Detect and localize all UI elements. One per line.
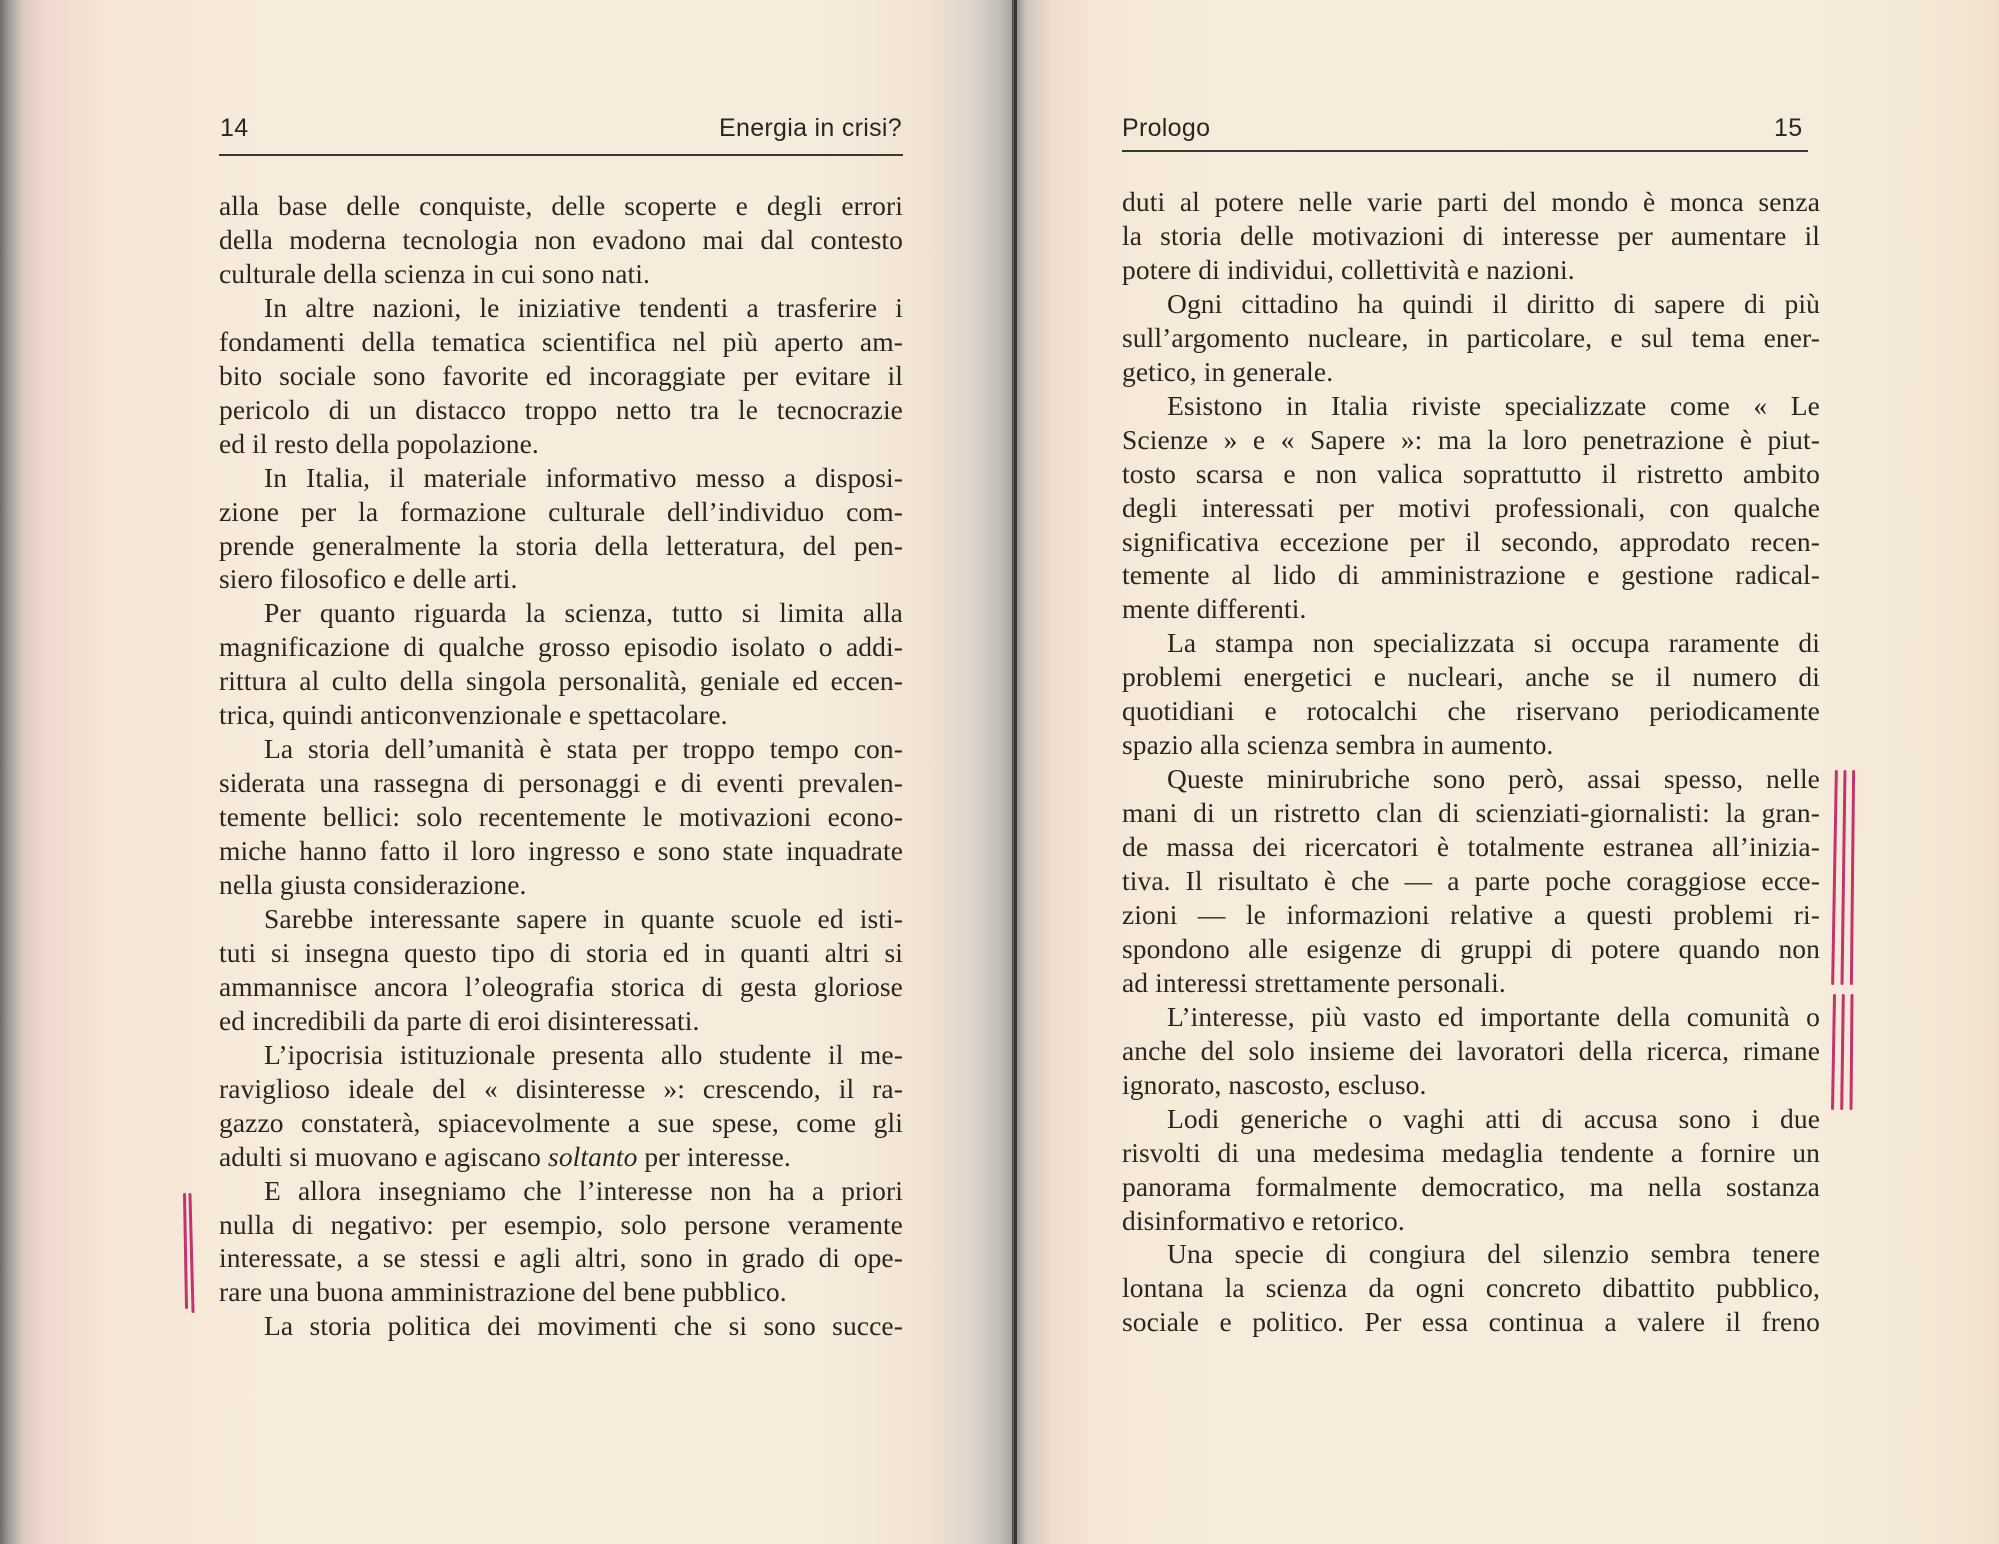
- text-line: Scienze » e « Sapere »: ma la loro penetrazione è piut-: [1122, 423, 1820, 455]
- text-line: della moderna tecnologia non evadono mai dal contesto: [219, 223, 903, 255]
- text-line: L’ipocrisia istituzionale presenta allo studente il me-: [264, 1038, 903, 1070]
- running-title-right: Prologo: [1122, 114, 1211, 142]
- margin-mark-stroke: [1831, 770, 1838, 985]
- book-spine: [1014, 0, 1017, 1544]
- text-line: prende generalmente la storia della letteratura, del pen-: [219, 529, 903, 561]
- text-line: rare una buona amministrazione del bene pubblico.: [219, 1276, 787, 1308]
- text-line: E allora insegniamo che l’interesse non ha a priori: [264, 1174, 903, 1206]
- text-line: sociale e politico. Per essa continua a valere il freno: [1122, 1306, 1820, 1338]
- text-line: culturale della scienza in cui sono nati.: [219, 257, 650, 289]
- text-line: L’interesse, più vasto ed importante della comunità o: [1167, 1000, 1820, 1032]
- text-line: zione per la formazione culturale dell’individuo com-: [219, 495, 903, 527]
- text-line: getico, in generale.: [1122, 355, 1334, 387]
- text-line: alla base delle conquiste, delle scoperte e degli errori: [219, 190, 903, 221]
- text-line: trica, quindi anticonvenzionale e spettacolare.: [219, 699, 728, 731]
- text-line: quotidiani e rotocalchi che riservano periodicamente: [1122, 695, 1820, 727]
- text-line: gazzo constaterà, spiacevolmente a sue spese, come gli: [219, 1106, 903, 1138]
- text-line: nulla di negativo: per esempio, solo persone veramente: [219, 1208, 903, 1240]
- text-line: significativa eccezione per il secondo, approdato recen-: [1122, 525, 1820, 557]
- margin-mark-stroke: [183, 1193, 188, 1309]
- text-line: duti al potere nelle varie parti del mondo è monca senza: [1122, 186, 1820, 217]
- text-line: anche del solo insieme dei lavoratori della ricerca, rimane: [1122, 1034, 1820, 1066]
- text-line: In altre nazioni, le iniziative tendenti a trasferire i: [264, 291, 903, 323]
- margin-mark-stroke: [188, 1193, 194, 1313]
- text-line: tosto scarsa e non valica soprattutto il ristretto ambito: [1122, 457, 1820, 489]
- text-line: Esistono in Italia riviste specializzate come « Le: [1167, 389, 1820, 421]
- text-line: ed incredibili da parte di eroi disinteressati.: [219, 1004, 700, 1036]
- text-line: Ogni cittadino ha quindi il diritto di sapere di più: [1167, 287, 1820, 319]
- margin-mark-stroke: [1840, 770, 1846, 985]
- text-line: problemi energetici e nucleari, anche se il numero di: [1122, 661, 1820, 693]
- text-line: La stampa non specializzata si occupa raramente di: [1167, 627, 1820, 659]
- text-line: degli interessati per motivi professionali, con qualche: [1122, 491, 1820, 523]
- text-line: panorama formalmente democratico, ma nella sostanza: [1122, 1170, 1820, 1202]
- text-line: disinformativo e retorico.: [1122, 1204, 1405, 1236]
- text-line: tiva. Il risultato è che — a parte poche coraggiose ecce-: [1122, 865, 1820, 896]
- text-line: La storia dell’umanità è stata per troppo tempo con-: [264, 733, 903, 765]
- text-line: fondamenti della tematica scientifica nel più aperto am-: [219, 325, 903, 357]
- margin-mark-stroke: [1840, 994, 1845, 1110]
- text-line: spazio alla scienza sembra in aumento.: [1122, 729, 1554, 761]
- text-line: nella giusta considerazione.: [219, 869, 527, 900]
- text-line: zioni — le informazioni relative a questi problemi ri-: [1122, 898, 1820, 930]
- header-rule-right: [1122, 150, 1808, 152]
- text-line: siderata una rassegna di personaggi e di eventi prevalen-: [219, 767, 903, 799]
- text-line: ignorato, nascosto, escluso.: [1122, 1068, 1427, 1100]
- text-line: ed il resto della popolazione.: [219, 427, 539, 459]
- text-line: interessate, a se stessi e agli altri, sono in grado di ope-: [219, 1242, 903, 1274]
- text-line: potere di individui, collettività e nazioni.: [1122, 253, 1575, 285]
- text-line: Per quanto riguarda la scienza, tutto si limita alla: [264, 597, 903, 629]
- margin-mark-stroke: [1849, 994, 1853, 1110]
- text-line: temente al lido di amministrazione e gestione radical-: [1122, 559, 1820, 591]
- page-number-left: 14: [220, 114, 249, 142]
- text-line: Queste minirubriche sono però, assai spesso, nelle: [1167, 763, 1820, 795]
- text-line: miche hanno fatto il loro ingresso e sono state inquadrate: [219, 835, 903, 867]
- text-line: Sarebbe interessante sapere in quante scuole ed isti-: [264, 902, 903, 934]
- text-line: La storia politica dei movimenti che si sono succe-: [264, 1310, 903, 1342]
- text-line: rittura al culto della singola personalità, geniale ed eccen-: [219, 665, 903, 697]
- text-line: [219, 1140, 903, 1174]
- text-line: mente differenti.: [1122, 593, 1307, 625]
- margin-mark-stroke: [1831, 994, 1836, 1110]
- text-line: ammannisce ancora l’oleografia storica di gesta gloriose: [219, 970, 903, 1002]
- text-line: pericolo di un distacco troppo netto tra le tecnocrazie: [219, 393, 903, 425]
- margin-mark-stroke: [1850, 770, 1855, 985]
- text-line: sull’argomento nucleare, in particolare, e sul tema ener-: [1122, 321, 1820, 353]
- header-rule-left: [219, 154, 903, 156]
- text-line: Lodi generiche o vaghi atti di accusa sono i due: [1167, 1102, 1820, 1134]
- emphasis-text: soltanto: [548, 1140, 638, 1172]
- page-number-right: 15: [1774, 114, 1803, 142]
- text-line: temente bellici: solo recentemente le motivazioni econo-: [219, 801, 903, 833]
- text-line: lontana la scienza da ogni concreto dibattito pubblico,: [1122, 1272, 1820, 1304]
- right-page: [1012, 0, 1999, 1544]
- text-line: de massa dei ricercatori è totalmente estranea all’inizia-: [1122, 831, 1820, 863]
- text-line: In Italia, il materiale informativo messo a disposi-: [264, 461, 903, 493]
- running-title-left: Energia in crisi?: [719, 114, 902, 142]
- text-line: siero filosofico e delle arti.: [219, 563, 518, 595]
- text-line: risvolti di una medesima medaglia tendente a fornire un: [1122, 1136, 1820, 1168]
- text-line: mani di un ristretto clan di scienziati-giornalisti: la gran-: [1122, 797, 1820, 829]
- text-line: Una specie di congiura del silenzio sembra tenere: [1167, 1238, 1820, 1270]
- text-line: tuti si insegna questo tipo di storia ed in quanti altri si: [219, 936, 903, 968]
- text-line: ad interessi strettamente personali.: [1122, 966, 1506, 998]
- text-line: bito sociale sono favorite ed incoraggiate per evitare il: [219, 359, 903, 391]
- text-line: magnificazione di qualche grosso episodio isolato o addi-: [219, 631, 903, 663]
- text-line: la storia delle motivazioni di interesse per aumentare il: [1122, 219, 1820, 251]
- text-span: adulti si muovano e agiscano: [219, 1140, 549, 1172]
- text-line: raviglioso ideale del « disinteresse »: crescendo, il ra-: [219, 1072, 903, 1104]
- text-line: spondono alle esigenze di gruppi di potere quando non: [1122, 932, 1820, 964]
- text-span: per interesse.: [637, 1140, 791, 1172]
